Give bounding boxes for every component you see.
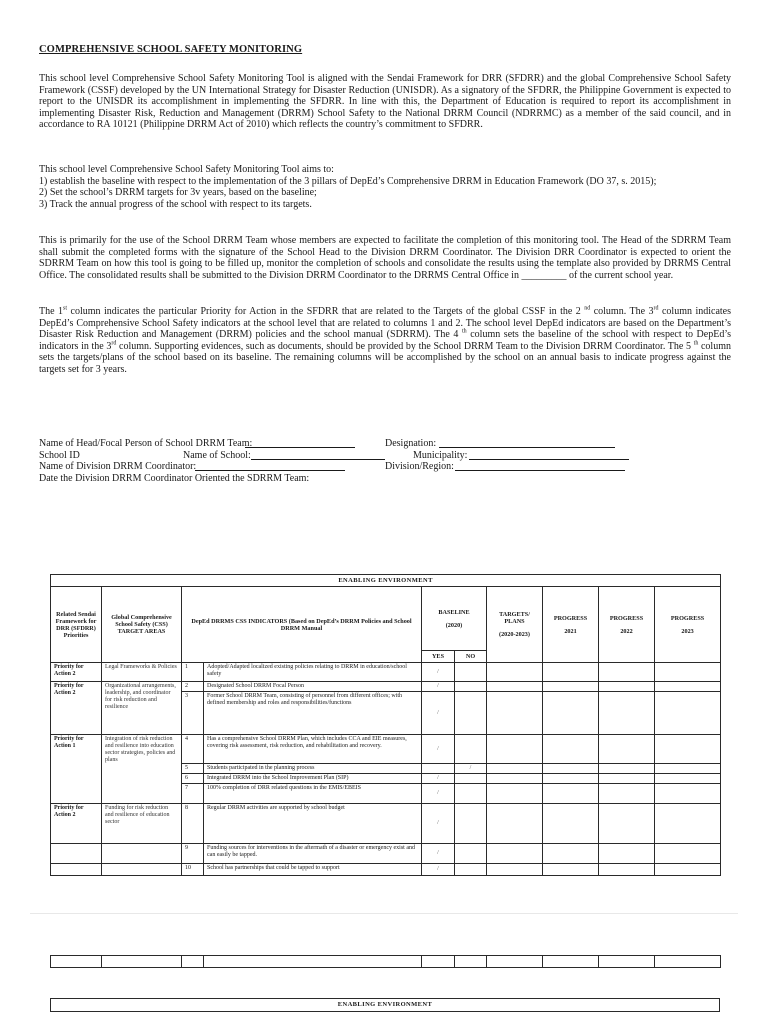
enabling-environment-table bbox=[50, 574, 721, 876]
orientation-date-label: Date the Division DRRM Coordinator Oriented the SDRRM Team: bbox=[39, 472, 310, 484]
header-progress-2023: PROGRESS 2023 bbox=[655, 587, 721, 663]
baseline-yes-cell[interactable]: / bbox=[422, 682, 455, 692]
table-row: 5 Students participated in the planning process / bbox=[51, 764, 721, 774]
header-deped-indicators: DepEd DRRMS CSS INDICATORS (Based on DepEd’s DRRM Policies and School DRRM Manual bbox=[182, 587, 422, 663]
division-coordinator-label: Name of Division DRRM Coordinator: bbox=[39, 461, 197, 473]
baseline-yes-cell[interactable]: / bbox=[422, 784, 455, 804]
section-header: ENABLING ENVIRONMENT bbox=[51, 575, 721, 587]
header-progress-2021: PROGRESS 2021 bbox=[543, 587, 599, 663]
baseline-yes-cell[interactable]: / bbox=[422, 804, 455, 844]
table-row: Priority for Action 2 Organizational arrangements, leadership, and coordinator for risk reduction and resilience 2 Designated School DRRM Focal Person / bbox=[51, 682, 721, 692]
division-region-label: Division/Region: bbox=[385, 461, 454, 473]
aims-lead: This school level Comprehensive School Safety Monitoring Tool aims to: bbox=[39, 164, 334, 175]
designation-field[interactable] bbox=[439, 438, 615, 448]
next-section-header: ENABLING ENVIRONMENT bbox=[50, 998, 720, 1012]
baseline-yes-cell[interactable]: / bbox=[422, 774, 455, 784]
empty-table-row bbox=[50, 955, 721, 968]
municipality-field[interactable] bbox=[469, 450, 629, 460]
header-css-target-areas: Global Comprehensive School Safety (CSS) TARGET AREAS bbox=[102, 587, 182, 663]
aims-item-1: 1) establish the baseline with respect to the implementation of the 3 pillars of DepEd’s Comprehensive DRRM in Education Framework (DO 37, s. 2015); bbox=[39, 175, 657, 187]
header-yes: YES bbox=[422, 651, 455, 663]
header-targets: TARGETS/ PLANS (2020-2023) bbox=[487, 587, 543, 663]
aims-item-2: 2) Set the school’s DRRM targets for 3v years, based on the baseline; bbox=[39, 187, 317, 199]
school-name-label: Name of School: bbox=[183, 449, 251, 461]
division-region-field[interactable] bbox=[455, 461, 625, 471]
aims-item-3: 3) Track the annual progress of the school with respect to its targets. bbox=[39, 198, 312, 210]
intro-paragraph-alignment: This school level Comprehensive School Safety Monitoring Tool is aligned with the Sendai Framework for DRR (SFDRR) and the global Comprehensive School Safety Framework (CSSF) developed by the UN International Strategy for Disaster Reduction (UNISDR). As a signatory of the SFDRR, the Philippine Government is expected to report to the UNISDR its accomplishment in implementing the SFDRR. In line with this, the Department of Education is required to report its accomplishment in implementing Disaster Risk, Reduction and Management (DRRM) School Safety to the National DRRM Council (NDRRMC) as a member of the said council, and in accordance to RA 10121 (Philippine DRRM Act of 2010) which reflects the country’s commitment to SFDRR. bbox=[39, 73, 731, 131]
baseline-yes-cell[interactable]: / bbox=[422, 844, 455, 864]
municipality-label: Municipality: bbox=[413, 449, 468, 461]
table-row: 7 100% completion of DRR related questions in the EMIS/EBEIS / bbox=[51, 784, 721, 804]
intro-paragraph-aims bbox=[39, 164, 731, 210]
document-title: COMPREHENSIVE SCHOOL SAFETY MONITORING bbox=[39, 44, 303, 55]
school-info-form bbox=[39, 438, 739, 484]
baseline-yes-cell[interactable]: / bbox=[422, 692, 455, 735]
head-name-field[interactable] bbox=[245, 438, 355, 448]
header-no: NO bbox=[455, 651, 487, 663]
table-row: 10 School has partnerships that could be tapped to support / bbox=[51, 864, 721, 876]
school-id-field[interactable] bbox=[81, 450, 141, 460]
baseline-no-cell[interactable]: / bbox=[455, 764, 487, 774]
baseline-no-cell[interactable] bbox=[455, 663, 487, 682]
table-row: Priority for Action 2 Legal Frameworks & Policies 1 Adopted/Adapted localized existing policies relating to DRRM in education/school safety / bbox=[51, 663, 721, 682]
intro-paragraph-columns: The 1st column indicates the particular Priority for Action in the SFDRR that are related to the Targets of the global CSSF in the 2 $^{nd}$ column. The 3rd column indicates DepEd’s Comprehensive School Safety indicators at the school level that are related to columns 1 and 2. The school level DepEd indicators are based on the Department’s Disaster Risk Reduction and Management (DRRM) policies and the school manual (SDRRM). The 4 $^{th}$ column sets the baseline of the school with respect to DepEd’s indicators in the 3rd column. Supporting evidences, such as documents, should be provided by the School DRRM Team to the Division DRRM Coordinator. The 5 $^{th}$ column sets the targets/plans of the school based on its baseline. The remaining columns will be accomplished by the school on an annual basis to indicate progress against the targets set for 3 years. bbox=[39, 305, 731, 375]
page-break-line bbox=[30, 913, 738, 914]
designation-label: Designation: bbox=[385, 438, 437, 449]
head-name-label: Name of Head/Focal Person of School DRRM Team: bbox=[39, 438, 253, 449]
intro-paragraph-usage: This is primarily for the use of the School DRRM Team whose members are expected to facilitate the completion of this monitoring tool. The Head of the SDRRM Team shall submit the completed forms with the signature of the School Head to the Division DRRM Coordinator. The Division DRR Coordinator is expected to orient the SDRRM Team on how this tool is going to be filled up, monitor the completion of schools and consolidate the results using the template also provided by DRRMS Central Office. The consolidated results shall be submitted to the Division DRRM Coordinator to the DRRMS Central Office in _________ of the current school year. bbox=[39, 235, 731, 281]
table-row: Priority for Action 1 Integration of risk reduction and resilience into education sector strategies, policies and plans 4 Has a comprehensive School DRRM Plan, which includes CCA and EIE measures, covering risk assessment, risk reduction, and rehabilitation and recovery. / bbox=[51, 735, 721, 764]
table-row: 6 Integrated DRRM into the School Improvement Plan (SIP) / bbox=[51, 774, 721, 784]
school-id-label: School ID bbox=[39, 449, 80, 461]
baseline-yes-cell[interactable]: / bbox=[422, 663, 455, 682]
table-row: 9 Funding sources for interventions in the aftermath of a disaster or emergency exist and can easily be tapped. / bbox=[51, 844, 721, 864]
table-row: Priority for Action 2 Funding for risk reduction and resilience of education sector 8 Regular DRRM activities are supported by school budget / bbox=[51, 804, 721, 844]
school-name-field[interactable] bbox=[251, 450, 385, 460]
header-baseline: BASELINE (2020) bbox=[422, 587, 487, 651]
baseline-yes-cell[interactable]: / bbox=[422, 864, 455, 876]
table-row: 3 Former School DRRM Team, consisting of personnel from different offices; with defined membership and roles and responsibilities/functions / bbox=[51, 692, 721, 735]
header-sfdrr-priorities: Related Sendai Framework for DRR (SFDRR) Priorities bbox=[51, 587, 102, 663]
division-coordinator-field[interactable] bbox=[195, 461, 345, 471]
header-progress-2022: PROGRESS 2022 bbox=[599, 587, 655, 663]
baseline-yes-cell[interactable]: / bbox=[422, 735, 455, 764]
